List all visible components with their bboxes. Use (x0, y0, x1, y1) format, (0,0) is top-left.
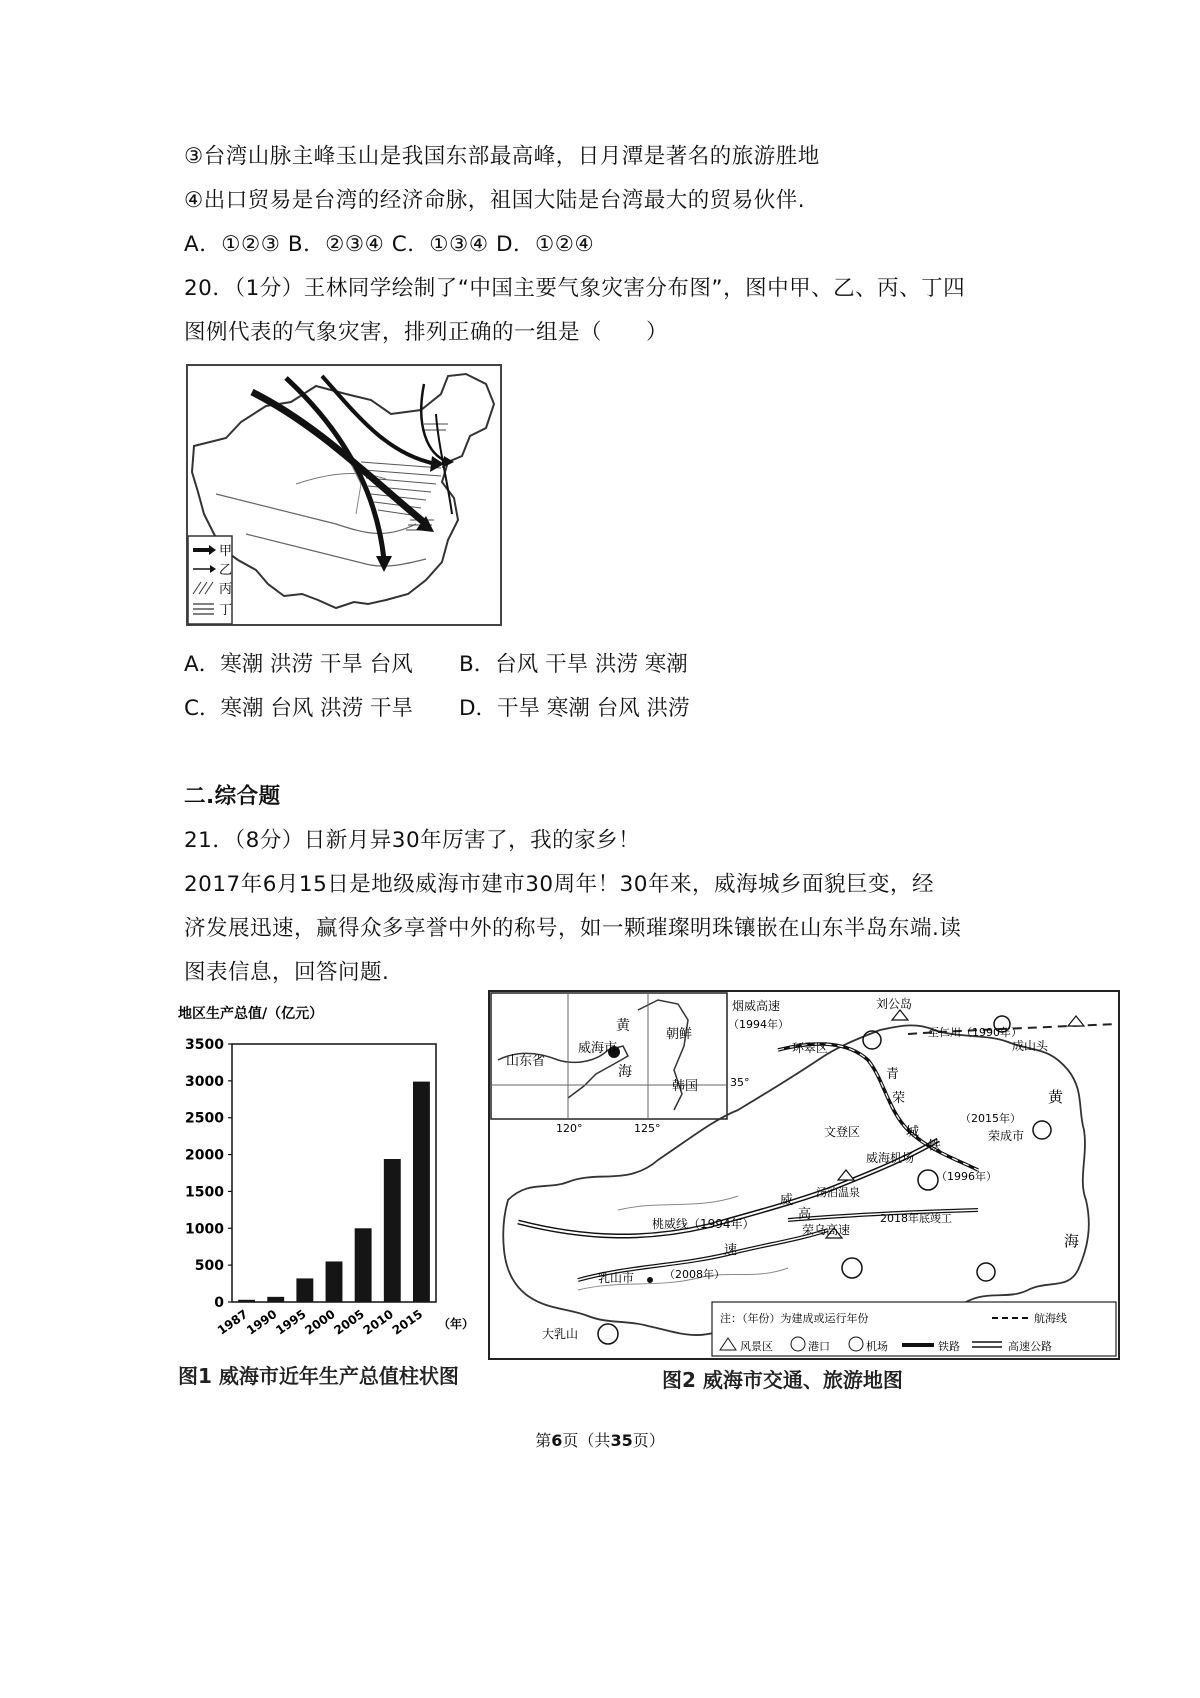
map-chengshantou-label: 成山头 (1012, 1039, 1049, 1053)
map-rushan-label: 乳山市 (598, 1271, 635, 1285)
map-char-tie: 铁 (928, 1139, 942, 1154)
figure-2-caption: 图2 威海市交通、旅游地图 (662, 1368, 903, 1392)
y-tick-label: 1000 (185, 1221, 224, 1238)
x-tick-label: 2000 (302, 1306, 338, 1338)
map-rongwu-label: 荣乌高速 (802, 1223, 851, 1237)
q20-options-row-2 (184, 694, 690, 724)
bar (413, 1082, 430, 1302)
weihai-map-svg (488, 990, 1120, 1360)
q19-options: A．①②③ B．②③④ C．①③④ D．①②④ (184, 232, 595, 257)
x-tick-label: 1990 (244, 1306, 280, 1338)
gdp-bar-chart-svg (178, 1000, 478, 1360)
inset-lon-125: 125° (634, 1122, 661, 1135)
x-axis-label: （年） (438, 1317, 475, 1331)
map-char-rong: 荣 (892, 1091, 906, 1106)
map-legend-sea-route: 航海线 (1034, 1312, 1067, 1325)
inset-lon-120: 120° (556, 1122, 583, 1135)
q20-option-b: B．台风 干旱 洪涝 寒潮 (459, 652, 688, 677)
map-char-wei: 威 (780, 1193, 794, 1208)
x-tick-label: 2015 (389, 1306, 426, 1338)
map-taowei-label: 桃威线（1994年） (652, 1217, 755, 1231)
legend-yi: 乙 (219, 563, 233, 578)
china-disaster-map-drawing (186, 364, 502, 626)
bar (238, 1300, 255, 1302)
map-year-1996: （1996年） (936, 1170, 997, 1183)
q21-text-line-2: 济发展迅速，赢得众多享誉中外的称号，如一颗璀璨明珠镶嵌在山东半岛东端.读 (184, 916, 962, 941)
q20-option-a: A．寒潮 洪涝 干旱 台风 (184, 652, 413, 677)
map-legend-railway: 铁路 (938, 1340, 960, 1353)
x-tick-label: 1995 (273, 1306, 309, 1338)
footer-suffix: 页） (632, 1431, 665, 1450)
q20-option-c: C．寒潮 台风 洪涝 干旱 (184, 696, 414, 721)
inset-yellow-sea-1: 黄 (616, 1018, 630, 1034)
inset-yellow-sea-2: 海 (618, 1064, 632, 1080)
inset-south-korea: 韩国 (672, 1079, 699, 1094)
y-tick-label: 3500 (185, 1037, 224, 1053)
inset-weihai-label: 威海市 (578, 1041, 618, 1056)
map-yanwei-label: 烟威高速 (732, 999, 781, 1013)
map-legend-scenic: 风景区 (740, 1340, 773, 1353)
map-huancui-label: 环翠区 (792, 1041, 829, 1055)
q21-text-line-3: 图表信息，回答问题. (184, 960, 390, 985)
q20-options-row-1 (184, 650, 688, 680)
footer-middle: 页（共 (562, 1431, 611, 1450)
y-tick-label: 0 (214, 1295, 224, 1311)
footer-prefix: 第 (535, 1431, 552, 1450)
y-tick-label: 2500 (185, 1110, 224, 1127)
legend-jia: 甲 (219, 544, 233, 559)
inset-lat-35: 35° (730, 1076, 750, 1089)
chart-title: 地区生产总值/（亿元） (178, 1006, 324, 1022)
map-char-cheng: 城 (906, 1125, 920, 1140)
q20-stem-line-2: 图例代表的气象灾害，排列正确的一组是（ ） (184, 320, 669, 345)
map-rongcheng-label: 荣成市 (988, 1129, 1025, 1143)
map-sea-huang: 黄 (1048, 1088, 1064, 1106)
bar (384, 1159, 401, 1302)
figure-1-caption: 图1 威海市近年生产总值柱状图 (178, 1364, 459, 1388)
map-year-2018: 2018年底竣工 (880, 1212, 952, 1225)
map-qingrong-year: （2015年） (960, 1112, 1021, 1125)
map-char-gao: 高 (798, 1207, 812, 1222)
y-tick-label: 1500 (185, 1184, 224, 1201)
china-disaster-map (186, 364, 502, 626)
map-legend-highway: 高速公路 (1008, 1340, 1052, 1353)
q19-statement-3: ③台湾山脉主峰玉山是我国东部最高峰，日月潭是著名的旅游胜地 (184, 144, 820, 169)
map-legend-port: 港口 (808, 1340, 830, 1353)
map-legend-note: 注：（年份）为建成或运行年份 (720, 1312, 869, 1325)
map-sea-hai: 海 (1064, 1232, 1080, 1250)
page-footer (0, 1428, 1200, 1451)
q21-stem: 21．（8分）日新月异30年厉害了，我的家乡！ (184, 828, 641, 853)
x-tick-label: 2005 (331, 1306, 367, 1338)
footer-page-number: 6 (551, 1431, 563, 1450)
legend-ding: 丁 (219, 603, 233, 618)
q20-stem-line-1: 20．（1分）王林同学绘制了“中国主要气象灾害分布图”，图中甲、乙、丙、丁四 (184, 276, 966, 301)
map-airport-label: 威海机场 (866, 1151, 915, 1165)
bar (326, 1261, 343, 1302)
q20-option-d: D．干旱 寒潮 台风 洪涝 (459, 696, 690, 721)
map-yanwei-year: （1994年） (728, 1018, 789, 1031)
x-tick-label: 2010 (360, 1306, 397, 1338)
footer-total-pages: 35 (610, 1431, 633, 1450)
inset-shandong-label: 山东省 (506, 1054, 546, 1069)
map-darushan-label: 大乳山 (542, 1327, 579, 1341)
x-tick-label: 1987 (214, 1306, 251, 1338)
y-tick-label: 500 (194, 1258, 224, 1275)
y-tick-label: 3000 (185, 1073, 224, 1090)
inset-north-korea: 朝鲜 (666, 1027, 693, 1042)
q21-text-line-1: 2017年6月15日是地级威海市建市30周年！30年来，威海城乡面貌巨变，经 (184, 872, 934, 897)
bar (267, 1297, 284, 1302)
bar (355, 1228, 372, 1302)
map-zhirenchuan-label: 至仁川（1990年） (928, 1026, 1022, 1039)
section-2-title: 二.综合题 (184, 784, 281, 809)
map-char-su: 速 (724, 1243, 738, 1258)
gdp-bar-chart (178, 1000, 478, 1360)
map-year-2008: （2008年） (664, 1268, 725, 1281)
map-legend-airport: 机场 (866, 1340, 888, 1353)
q19-statement-4: ④出口贸易是台湾的经济命脉，祖国大陆是台湾最大的贸易伙伴. (184, 188, 806, 213)
y-tick-label: 2000 (185, 1147, 224, 1164)
weihai-transport-map (488, 990, 1120, 1360)
map-wendeng-label: 文登区 (824, 1125, 861, 1139)
map-char-qing: 青 (886, 1067, 900, 1082)
map-tangbo-label: 汤泊温泉 (816, 1186, 860, 1199)
map-liugong-label: 刘公岛 (876, 997, 913, 1011)
legend-bing: 丙 (219, 582, 233, 597)
bar (296, 1278, 313, 1302)
